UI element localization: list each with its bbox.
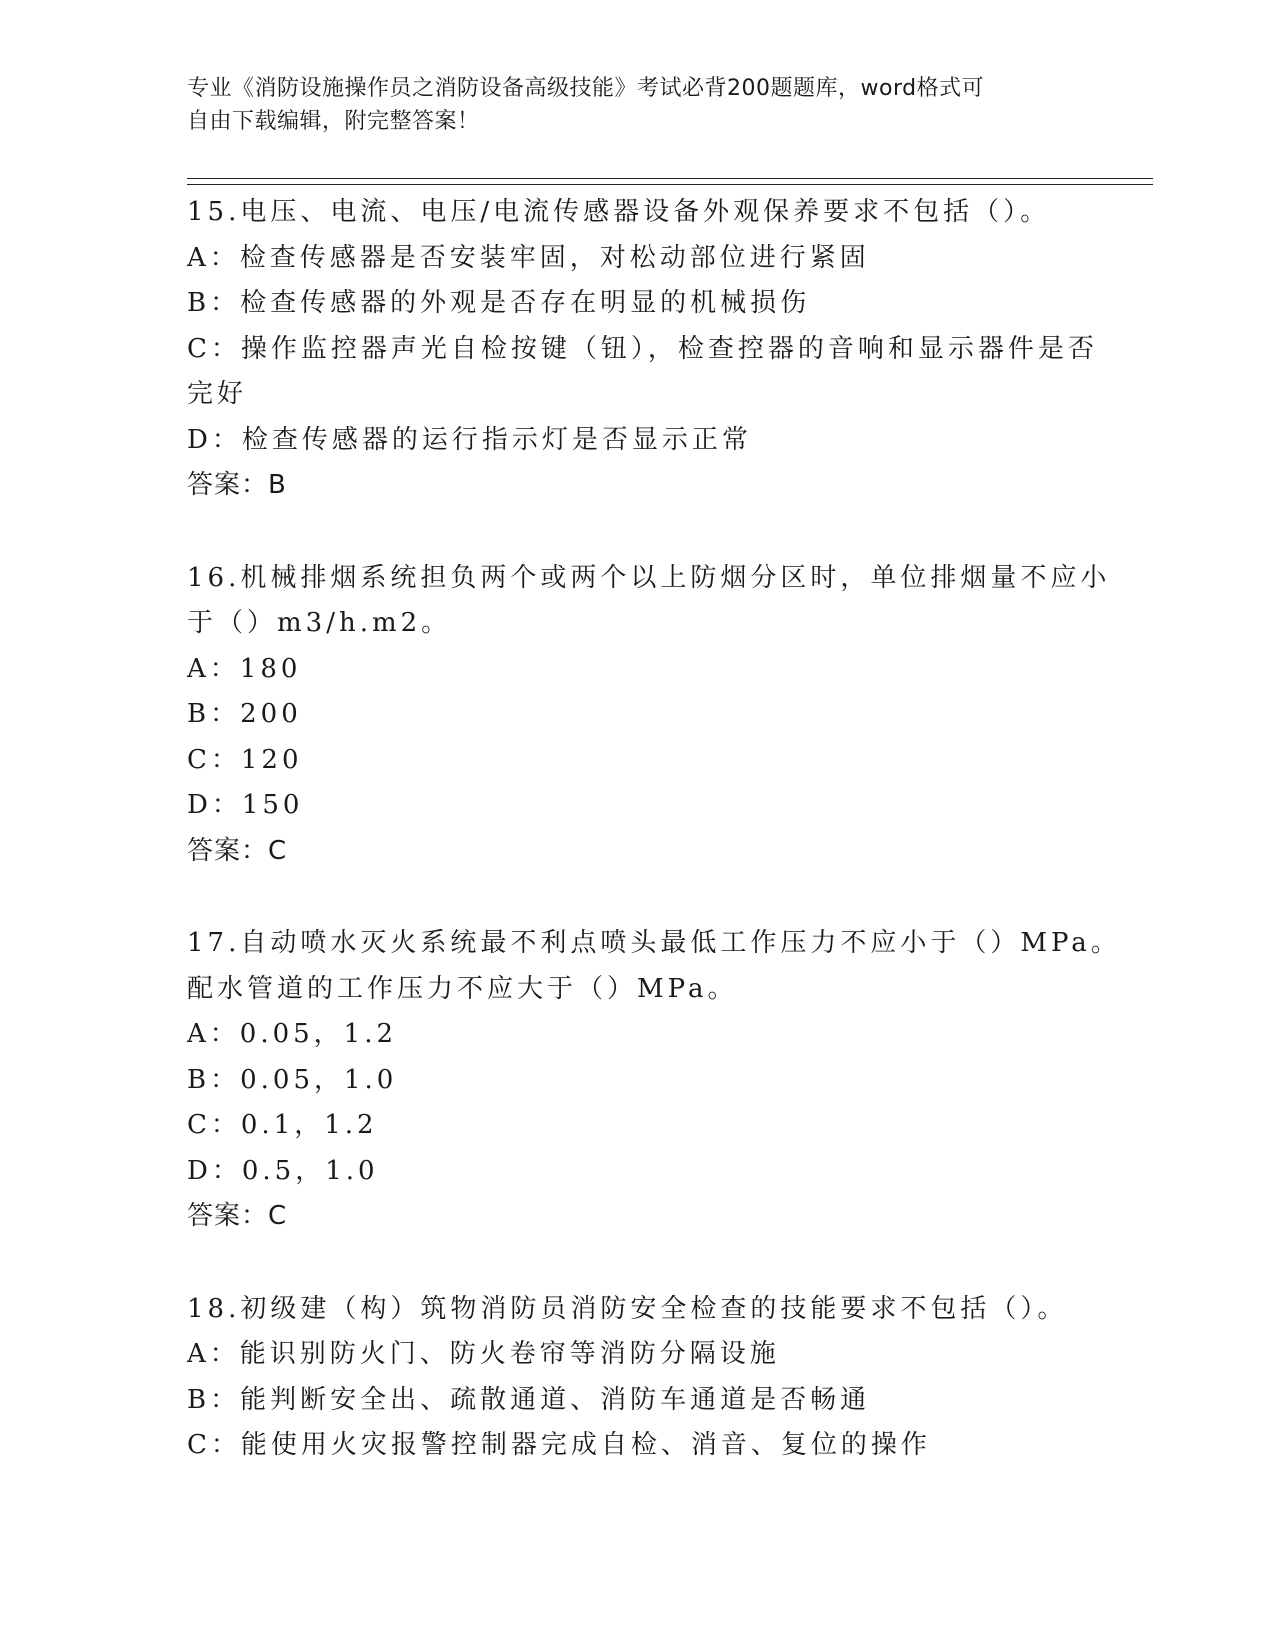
question-16 — [187, 556, 1111, 875]
option-c-continued: 完好 — [187, 379, 248, 409]
answer: 答案：C — [187, 835, 288, 866]
option-c: C：120 — [187, 744, 303, 775]
option-c: C：能使用火灾报警控制器完成自检、消音、复位的操作 — [187, 1430, 931, 1460]
question-text: 18.初级建（构）筑物消防员消防安全检查的技能要求不包括（）。 — [187, 1293, 1068, 1324]
header-divider-top — [187, 178, 1153, 179]
answer: 答案：B — [187, 470, 287, 500]
question-17 — [187, 921, 1121, 1240]
option-a: A：能识别防火门、防火卷帘等消防分隔设施 — [187, 1339, 780, 1369]
spacer — [187, 1240, 1087, 1287]
question-text: 15.电压、电流、电压/电流传感器设备外观保养要求不包括（）。 — [187, 197, 1051, 227]
question-list — [187, 190, 1121, 1469]
question-18 — [187, 1287, 1087, 1469]
question-text-continued: 于（）m3/h.m2。 — [187, 608, 452, 638]
question-15 — [187, 190, 1098, 509]
option-d: D：检查传感器的运行指示灯是否显示正常 — [187, 424, 752, 455]
header-divider-bottom — [187, 184, 1153, 185]
spacer — [187, 874, 1087, 921]
option-a: A：检查传感器是否安装牢固，对松动部位进行紧固 — [187, 242, 870, 273]
question-text: 16.机械排烟系统担负两个或两个以上防烟分区时，单位排烟量不应小 — [187, 562, 1111, 593]
option-c: C：操作监控器声光自检按键（钮），检查控器的音响和显示器件是否 — [187, 333, 1098, 364]
option-b: B：能判断安全出、疏散通道、消防车通道是否畅通 — [187, 1384, 871, 1415]
spacer — [187, 509, 1087, 556]
header-line-1: 专业《消防设施操作员之消防设备高级技能》考试必背200题题库，word格式可 — [187, 76, 985, 101]
option-c: C：0.1，1.2 — [187, 1110, 378, 1140]
option-d: D：150 — [187, 790, 304, 820]
answer: 答案：C — [187, 1201, 288, 1231]
document-header — [187, 72, 1087, 138]
question-text-continued: 配水管道的工作压力不应大于（）MPa。 — [187, 973, 738, 1004]
option-a: A：180 — [187, 653, 302, 684]
question-text: 17.自动喷水灭火系统最不利点喷头最低工作压力不应小于（）MPa。 — [187, 928, 1121, 958]
option-b: B：200 — [187, 699, 302, 729]
option-a: A：0.05，1.2 — [187, 1019, 398, 1049]
option-d: D：0.5，1.0 — [187, 1155, 379, 1186]
option-b: B：0.05，1.0 — [187, 1064, 398, 1095]
option-b: B：检查传感器的外观是否存在明显的机械损伤 — [187, 288, 811, 318]
header-line-2: 自由下载编辑，附完整答案！ — [187, 109, 480, 134]
